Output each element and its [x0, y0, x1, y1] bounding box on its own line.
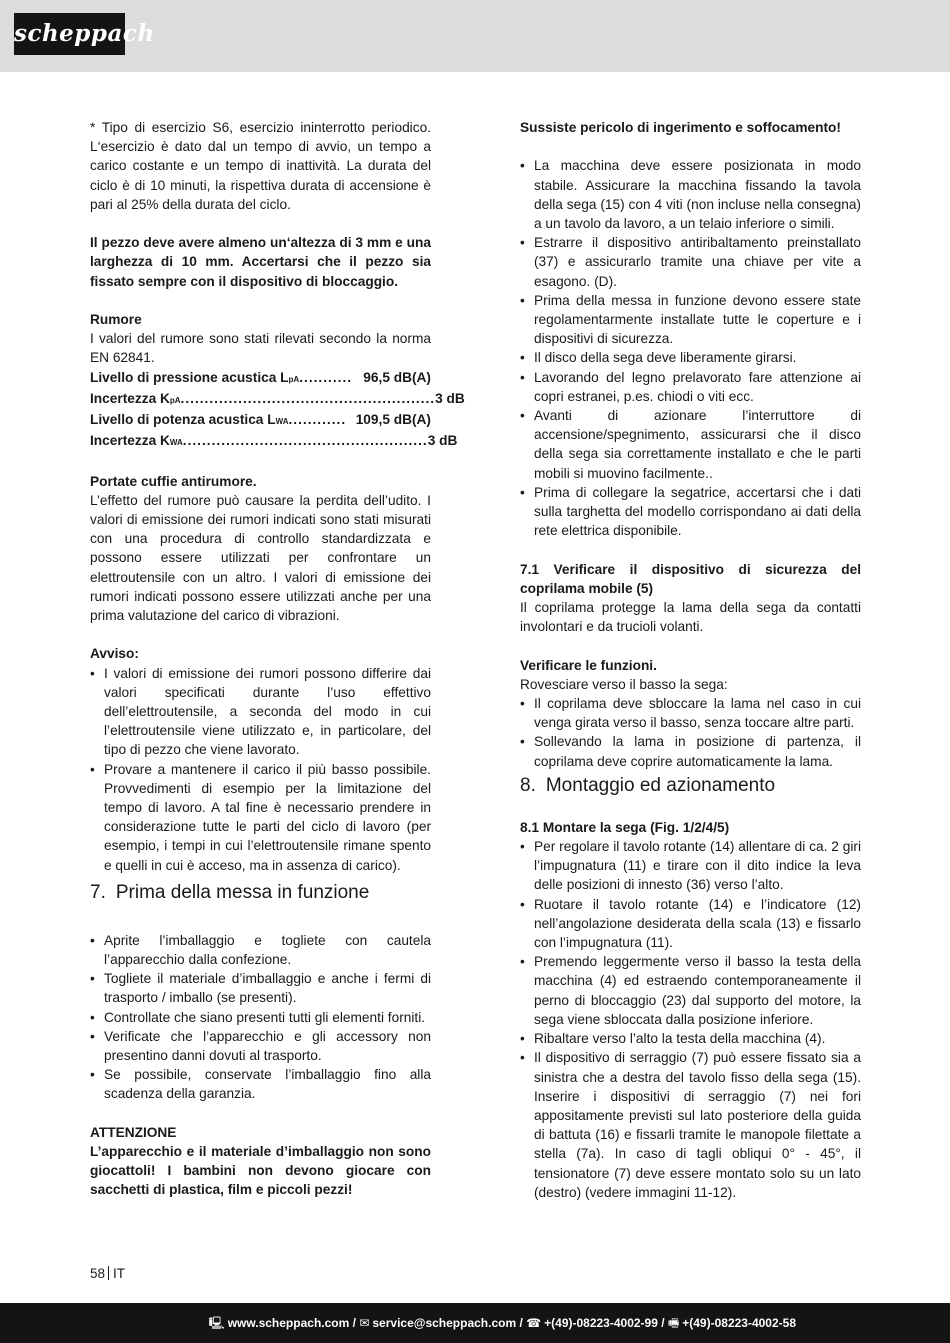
danger-heading: Sussiste pericolo di ingerimento e soffocamento!	[520, 120, 841, 135]
spec-row	[90, 368, 431, 389]
spec-row	[90, 389, 465, 410]
list-item: • Estrarre il dispositivo antiribaltamento preinstallato (37) e assicurarlo tramite una chiave per vite a esagono. (D).	[520, 233, 861, 291]
page-language: IT	[113, 1266, 126, 1281]
list-item: • Lavorando del legno prelavorato fare attenzione ai copri estranei, p.es. chiodi o viti ecc.	[520, 368, 861, 406]
startup-list	[90, 931, 431, 1104]
noise-heading: Rumore	[90, 312, 142, 327]
verify-heading: Verificare le funzioni.	[520, 657, 657, 673]
left-column	[90, 118, 465, 1200]
page-footer	[0, 1303, 950, 1343]
spec-leader: .....................................................	[180, 390, 436, 406]
spec-row	[90, 410, 431, 431]
right-column	[520, 118, 861, 1202]
phone-number: +(49)-08223-4002-99	[544, 1316, 658, 1330]
spec-value: 3 dB	[427, 433, 458, 449]
spec-value: 109,5 dB(A)	[355, 412, 431, 428]
notice-list	[90, 664, 431, 875]
contact-line	[209, 1303, 796, 1343]
list-item: • Verificate che l’apparecchio e gli accessory non presentino danni dovuti al trasporto.	[90, 1027, 431, 1065]
safety-list	[520, 156, 861, 540]
spec-leader: ...........	[299, 369, 353, 385]
attention-heading: ATTENZIONE	[90, 1124, 177, 1140]
spec-label: Incertezza K	[90, 433, 170, 449]
list-item: • I valori di emissione dei rumori possono differire dai valori specificati durante l’uso effettivo dell’elettroutensile, a seconda del modo in cui l’elettroutensile viene utilizzato e, in particolare, del tipo di pezzo che viene lavorato.	[90, 664, 431, 760]
list-item: • Aprite l’imballaggio e togliete con cautela l’apparecchio dalla confezione.	[90, 931, 431, 969]
list-item: • Premendo leggermente verso il basso la testa della macchina (4) ed estraendo contemporaneamente il perno di bloccaggio (23) dal supporto del motore, la sega viene sbloccata dalla posizione inferiore.	[520, 952, 861, 1029]
section-heading	[90, 881, 431, 931]
footer-separator: /	[519, 1316, 523, 1330]
phone-icon: ☎	[526, 1316, 542, 1330]
list-item: • Per regolare il tavolo rotante (14) allentare di ca. 2 giri l’impugnatura (11) e tirare con il dito indice la leva delle posizioni di innesto (36) verso l’alto.	[520, 837, 861, 895]
website-link[interactable]: www.scheppach.com	[227, 1316, 350, 1330]
ear-protection-heading: Portate cuffie antirumore.	[90, 473, 257, 489]
list-item: • Prima della messa in funzione devono essere state regolamentarmente installate tutte le coperture e i dispositivi di sicurezza.	[520, 291, 861, 349]
list-item: • La macchina deve essere posizionata in modo stabile. Assicurare la macchina fissando la tavola della sega (15) con 4 viti (non incluse nella consegna) a un tavolo da lavoro, a un telaio inferiore o simili.	[520, 156, 861, 233]
fax-number: +(49)-08223-4002-58	[682, 1316, 796, 1330]
spec-value: 3 dB	[435, 390, 465, 406]
subsection-heading: 8.1 Montare la sega (Fig. 1/2/4/5)	[520, 819, 730, 835]
spec-label: Livello di potenza acustica L	[90, 412, 276, 428]
footer-separator: /	[352, 1316, 356, 1330]
spec-row	[90, 431, 458, 452]
mail-icon: ✉	[359, 1316, 370, 1330]
verify-list	[520, 694, 861, 771]
list-item: • Avanti di azionare l’interruttore di accensione/spegnimento, assicurarsi che il disco della sega sia correttamente installato e che le parti mobili si muovino facilmente..	[520, 406, 861, 483]
list-item: • Ruotare il tavolo rotante (14) e l’indicatore (12) nell’angolazione desiderata della scala (13) e fissarlo con l’impugnatura (11).	[520, 895, 861, 953]
section-number: 8.	[520, 774, 536, 796]
subsection-heading: 7.1 Verificare il dispositivo di sicurezza del coprilama mobile (5)	[520, 561, 861, 596]
brand-logo: scheppach	[14, 13, 125, 55]
section-title: Prima della messa in funzione	[115, 881, 370, 903]
list-item: • Il dispositivo di serraggio (7) può essere fissato sia a sinistra che a destra del tavolo fisso della sega (15). Inserire i dispositivi di serraggio (7) nei fori appositamente previsti sul lato posteriore della guida di battuta (16) e fissarli tramite le manopole filettate a stella (7a). In caso di tagli obliqui 0° - 45°, il tensionatore (7) deve essere montato solo su un lato (destro) (vedere immagini 11-12).	[520, 1048, 861, 1202]
page-divider	[108, 1266, 109, 1280]
noise-text: I valori del rumore sono stati rilevati secondo la norma EN 62841.	[90, 331, 431, 366]
spec-label: Incertezza K	[90, 390, 170, 406]
list-item: • Controllate che siano presenti tutti gli elementi forniti.	[90, 1008, 431, 1027]
section-title: Montaggio ed azionamento	[545, 774, 776, 796]
blade-guard-text: Il coprilama protegge la lama della sega da contatti involontari e da trucioli volanti.	[520, 600, 861, 635]
spec-leader: ...................................................	[182, 433, 428, 449]
assembly-list	[520, 837, 861, 1202]
email-link[interactable]: service@scheppach.com	[372, 1316, 517, 1330]
list-item: • Se possibile, conservate l’imballaggio fino alla scadenza della garanzia.	[90, 1065, 431, 1103]
section-heading	[520, 774, 861, 818]
list-item: • Togliete il materiale d’imballaggio e anche i fermi di trasporto / imballo (se presenti).	[90, 969, 431, 1007]
spec-subscript: WA	[275, 417, 289, 427]
workpiece-note: Il pezzo deve avere almeno un‘altezza di 3 mm e una larghezza di 10 mm. Accertarsi che il pezzo sia fissato sempre con il dispositivo di bloccaggio.	[90, 235, 431, 289]
ear-protection-text: L’effetto del rumore può causare la perdita dell’udito. I valori di emissione dei rumori indicati sono stati misurati con una procedura di controllo standardizzata e possono essere utilizzati per confrontare un elettroutensile con un altro. I valori di emissione dei rumori indicati possono essere utilizzati anche per una prima valutazione del carico di vibrazioni.	[90, 492, 431, 624]
attention-text: L’apparecchio e il materiale d’imballaggio non sono giocattoli! I bambini non devono giocare con sacchetti di plastica, film e piccoli pezzi!	[90, 1144, 431, 1198]
page-header	[0, 0, 950, 72]
computer-icon: 🖳	[208, 1316, 225, 1330]
spec-value: 96,5 dB(A)	[363, 369, 431, 385]
footer-separator: /	[661, 1316, 665, 1330]
list-item: • Provare a mantenere il carico il più basso possibile. Provvedimenti di esempio per la limitazione del tempo di lavoro. A tal fine è necessario prendere in considerazione tutte le parti del ciclo di lavoro (per esempio, i tempi in cui l’elettroutensile rimane spento e quelli in cui è acceso, ma in assenza di carico).	[90, 760, 431, 875]
notice-heading: Avviso:	[90, 646, 139, 662]
spec-subscript: pA	[169, 395, 181, 405]
operation-mode-note: * Tipo di esercizio S6, esercizio ininterrotto periodico. L‘esercizio è dato dal un tempo di avvio, un tempo a carico costante e un tempo di inattività. La durata del ciclo è di 10 minuti, la rispettiva durata di accensione è pari al 25% della durata del ciclo.	[90, 120, 431, 212]
spec-subscript: WA	[169, 438, 183, 448]
page-number-value: 58	[90, 1266, 106, 1281]
fax-icon: 🖷	[667, 1316, 680, 1330]
list-item: • Sollevando la lama in posizione di partenza, il coprilama deve coprire automaticamente la lama.	[520, 732, 861, 770]
page-number	[90, 1266, 125, 1282]
spec-label: Livello di pressione acustica L	[90, 369, 289, 385]
spec-subscript: pA	[288, 374, 300, 384]
spec-leader: ............	[288, 412, 347, 428]
list-item: • Ribaltare verso l’alto la testa della macchina (4).	[520, 1029, 861, 1048]
list-item: • Il coprilama deve sbloccare la lama nel caso in cui venga girata verso il basso, senza toccare altre parti.	[520, 694, 861, 732]
section-number: 7.	[90, 881, 106, 903]
verify-text: Rovesciare verso il basso la sega:	[520, 676, 728, 692]
list-item: • Prima di collegare la segatrice, accertarsi che i dati sulla targhetta del modello corrispondano ai dati della rete elettrica disponibile.	[520, 483, 861, 541]
list-item: • Il disco della sega deve liberamente girarsi.	[520, 348, 861, 367]
